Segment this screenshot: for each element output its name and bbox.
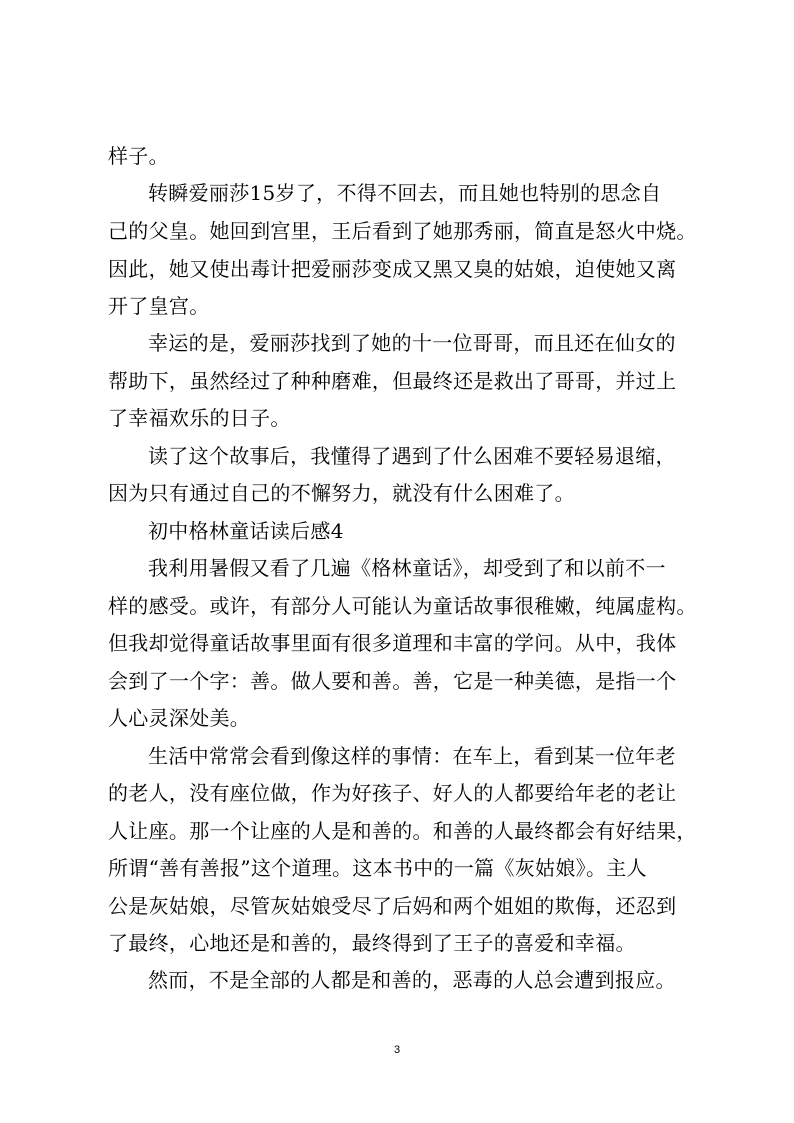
paragraph-first-line: 幸运的是，爱丽莎找到了她的十一位哥哥，而且还在仙女的 bbox=[148, 331, 676, 355]
text-line: 人心灵深处美。 bbox=[108, 706, 251, 730]
text-line: 了最终，心地还是和善的，最终得到了王子的喜爱和幸福。 bbox=[108, 931, 636, 955]
paragraph-first-line: 我利用暑假又看了几遍《格林童话》，却受到了和以前不一 bbox=[148, 556, 666, 580]
text-line: 的老人，没有座位做，作为好孩子、好人的人都要给年老的老让 bbox=[108, 781, 677, 805]
text-line: 会到了一个字：善。做人要和善。善，它是一种美德，是指一个 bbox=[108, 669, 677, 693]
section-heading: 初中格林童话读后感4 bbox=[148, 519, 344, 543]
page-number: 3 bbox=[393, 1044, 401, 1056]
text-line: 样子。 bbox=[108, 144, 169, 168]
text-line: 己的父皇。她回到宫里，王后看到了她那秀丽，简直是怒火中烧。 bbox=[108, 219, 697, 243]
text-line: 但我却觉得童话故事里面有很多道理和丰富的学问。从中，我体 bbox=[108, 631, 677, 655]
text-line: 公是灰姑娘，尽管灰姑娘受尽了后妈和两个姐姐的欺侮，还忍到 bbox=[108, 894, 677, 918]
text-line: 人让座。那一个让座的人是和善的。和善的人最终都会有好结果， bbox=[108, 819, 697, 843]
paragraph-first-line: 生活中常常会看到像这样的事情：在车上，看到某一位年老 bbox=[148, 744, 676, 768]
text-line: 帮助下，虽然经过了种种磨难，但最终还是救出了哥哥，并过上 bbox=[108, 369, 677, 393]
text-line: 了幸福欢乐的日子。 bbox=[108, 406, 291, 430]
text-line: 所谓“善有善报”这个道理。这本书中的一篇《灰姑娘》。主人 bbox=[108, 856, 647, 880]
text-line: 因为只有通过自己的不懈努力，就没有什么困难了。 bbox=[108, 481, 575, 505]
paragraph-first-line: 然而，不是全部的人都是和善的，恶毒的人总会遭到报应。 bbox=[148, 968, 676, 992]
text-line: 因此，她又使出毒计把爱丽莎变成又黑又臭的姑娘，迫使她又离 bbox=[108, 257, 677, 281]
text-line: 开了皇宫。 bbox=[108, 294, 210, 318]
paragraph-first-line: 读了这个故事后，我懂得了遇到了什么困难不要轻易退缩， bbox=[148, 444, 676, 468]
text-line: 样的感受。或许，有部分人可能认为童话故事很稚嫩，纯属虚构。 bbox=[108, 594, 697, 618]
paragraph-first-line: 转瞬爱丽莎15岁了，不得不回去，而且她也特别的思念自 bbox=[148, 181, 662, 205]
